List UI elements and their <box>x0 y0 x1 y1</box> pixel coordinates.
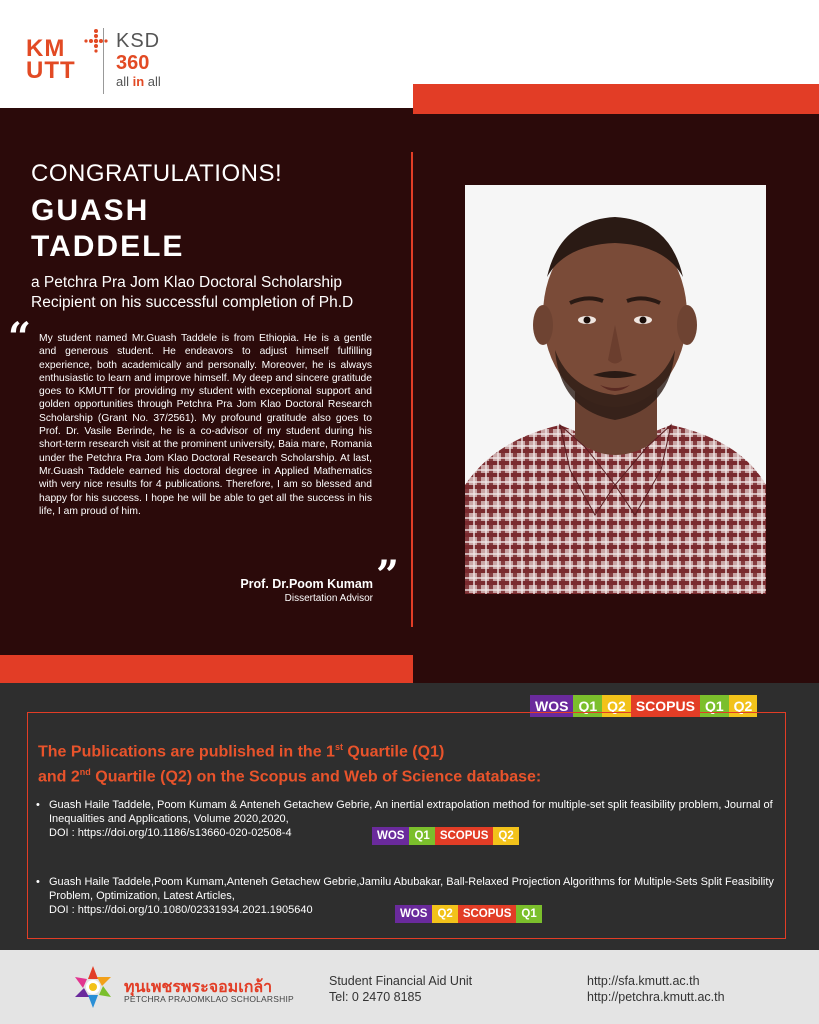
open-quote-icon: “ <box>8 314 32 361</box>
red-accent-bar-top <box>413 84 819 114</box>
recipient-last-name: TADDELE <box>31 230 185 263</box>
heading-sup-nd: nd <box>79 767 91 778</box>
bullet-icon: • <box>36 876 40 888</box>
kmutt-line-1: KM <box>26 35 66 62</box>
publication-citation: Guash Haile Taddele, Poom Kumam & Anteneh Getachew Gebrie, An inertial extrapolation method for multiple-set split feasibility problem, Journal of Inequalities and Applications, Volume 2020,2020, <box>49 799 773 825</box>
ksd-tagline-c: all <box>144 74 161 89</box>
wos-badge: WOS <box>395 905 432 923</box>
kmutt-wordmark <box>26 35 76 84</box>
ksd-tagline <box>116 74 186 90</box>
recipient-subtitle: a Petchra Pra Jom Klao Doctoral Scholarship Recipient on his successful completion of Ph.D <box>31 274 354 311</box>
heading-part-d: Quartile (Q2) on the Scopus and Web of Science database: <box>90 768 542 786</box>
q1-badge: Q1 <box>573 695 602 717</box>
logo-divider <box>103 28 104 94</box>
q2-badge: Q2 <box>493 827 518 845</box>
kmutt-line-2: UTT <box>26 57 76 84</box>
sfa-website-link[interactable]: http://sfa.kmutt.ac.th <box>587 974 700 988</box>
red-accent-bar-middle <box>0 655 413 685</box>
ksd-360-text: 360 <box>116 52 150 74</box>
bullet-icon: • <box>36 799 40 811</box>
unit-name: Student Financial Aid Unit <box>329 974 473 988</box>
heading-sup-st: st <box>334 742 343 752</box>
scopus-badge: SCOPUS <box>435 827 494 845</box>
publication-doi: DOI : https://doi.org/10.1186/s13660-020-02508-4 <box>49 827 292 839</box>
fund-thai-name: ทุนเพชรพระจอมเกล้า <box>124 979 273 996</box>
close-quote-icon: ” <box>376 552 400 599</box>
portrait-illustration <box>465 185 766 594</box>
q2-badge: Q2 <box>729 695 758 717</box>
congrats-heading: CONGRATULATIONS! <box>31 160 283 187</box>
q1-badge: Q1 <box>409 827 434 845</box>
publication-badges <box>395 905 542 923</box>
scopus-badge: SCOPUS <box>631 695 700 717</box>
heading-part-c: and 2 <box>38 768 80 786</box>
q1-badge: Q1 <box>700 695 729 717</box>
kmutt-logo <box>22 14 94 86</box>
publication-citation: Guash Haile Taddele,Poom Kumam,Anteneh Getachew Gebrie,Jamilu Abubakar, Ball-Relaxed Projection Algorithms for Multiple-Sets Split Feasibility Problem, Optimization, Latest Articles, <box>49 876 774 902</box>
publication-doi: DOI : https://doi.org/10.1080/02331934.2021.1905640 <box>49 904 313 916</box>
petchra-flower-logo-icon <box>70 964 116 1010</box>
testimonial-text: My student named Mr.Guash Taddele is from Ethiopia. He is a gentle and generous student. He endeavors to adjust himself fulfilling experience, both academically and personally. Moreover, he is always enthusiastic to learn and improve himself. My deep and sincere gratitude goes to KMUTT for providing my student with exceptional support and golden opportunities through Petchra Pra Jom Klao Doctoral Research Scholarship (Grant No. 37/2561). My profound gratitude also goes to Prof. Dr. Vasile Berinde, he is a co-advisor of my student during his short-term research visit at the prominent university, Baia mare, Romania under the Petchra Pra Jom Klao Doctoral Research Scholarship. At last, Mr.Guash Taddele earned his doctoral degree in Applied Mathematics with very nice results for 4 publications. Therefore, I am so blessed and happy for his success. I hope he will be able to get all the success in his life, I am proud of him. <box>39 333 372 517</box>
fund-english-name: PETCHRA PRAJOMKLAO SCHOLARSHIP <box>124 994 294 1004</box>
vertical-divider <box>411 152 413 627</box>
kmutt-dotted-cross-icon <box>82 28 110 56</box>
q2-badge: Q2 <box>432 905 457 923</box>
ksd-tagline-b: in <box>132 74 145 89</box>
q2-badge: Q2 <box>602 695 631 717</box>
advisor-role: Dissertation Advisor <box>284 593 373 604</box>
ksd360-logo <box>116 30 186 94</box>
heading-part-b: Quartile (Q1) <box>342 743 445 761</box>
petchra-website-link[interactable]: http://petchra.kmutt.ac.th <box>587 990 725 1004</box>
wos-badge: WOS <box>530 695 573 717</box>
wos-badge: WOS <box>372 827 409 845</box>
scopus-badge: SCOPUS <box>458 905 517 923</box>
heading-part-a: The Publications are published in the 1 <box>38 743 335 761</box>
ksd-text: KSD <box>116 30 161 52</box>
q1-badge: Q1 <box>516 905 541 923</box>
recipient-photo <box>465 185 766 594</box>
recipient-first-name: GUASH <box>31 194 150 227</box>
unit-telephone: Tel: 0 2470 8185 <box>329 990 422 1004</box>
publications-heading <box>38 737 541 788</box>
ksd-tagline-a: all <box>116 74 133 89</box>
advisor-name: Prof. Dr.Poom Kumam <box>240 577 373 591</box>
publication-badges <box>372 827 519 845</box>
